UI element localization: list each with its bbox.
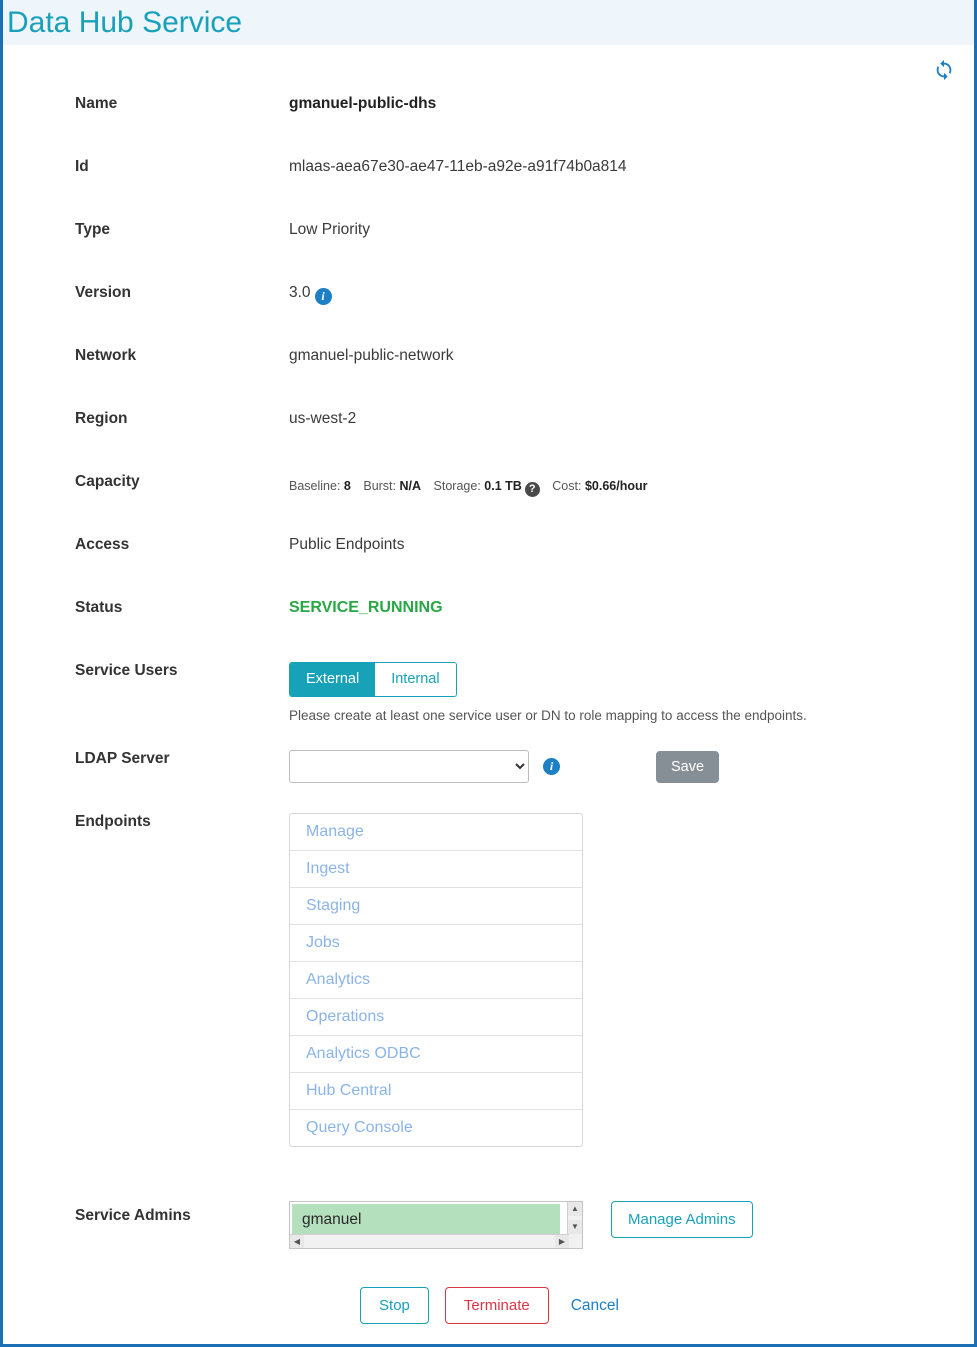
action-buttons [75,1287,974,1324]
capacity-value [289,469,974,497]
capacity-baseline-value: 8 [343,479,351,493]
capacity-baseline-key: Baseline: [289,479,341,493]
details-content [3,83,974,1324]
capacity-storage [434,479,540,493]
endpoints-list [289,813,583,1147]
capacity-storage-value: 0.1 TB [484,479,522,493]
admins-vertical-scrollbar[interactable] [567,1202,582,1248]
row-id [75,154,974,217]
endpoint-analytics-odbc[interactable]: Analytics ODBC [290,1036,582,1073]
endpoints-value [289,809,974,1147]
tab-internal[interactable]: Internal [375,663,455,696]
endpoint-operations[interactable]: Operations [290,999,582,1036]
service-admins-label: Service Admins [75,1207,191,1224]
endpoint-query-console[interactable]: Query Console [306,1119,413,1136]
capacity-baseline [289,479,351,493]
access-value: Public Endpoints [289,536,405,553]
endpoint-analytics[interactable]: Analytics [290,962,582,999]
service-admin-item[interactable]: gmanuel [292,1204,560,1236]
row-status [75,595,974,658]
endpoint-manage[interactable]: Manage [290,814,582,851]
row-network [75,343,974,406]
capacity-label: Capacity [75,473,140,490]
capacity-storage-key: Storage: [433,479,481,493]
version-label: Version [75,284,131,301]
endpoint-hub-central[interactable]: Hub Central [290,1073,582,1110]
capacity-cost-value: $0.66/hour [584,479,648,493]
row-service-users [75,658,974,746]
ldap-info-icon[interactable]: i [543,758,560,775]
stop-button[interactable]: Stop [360,1287,429,1324]
row-endpoints [75,809,974,1189]
manage-admins-button[interactable]: Manage Admins [611,1201,753,1238]
service-users-toggle [289,662,457,697]
page-title: Data Hub Service [7,5,243,39]
admins-horizontal-scrollbar[interactable] [290,1234,569,1248]
version-value: 3.0 [289,284,311,301]
storage-help-icon[interactable]: ? [525,482,540,497]
row-name [75,91,974,154]
version-info-icon[interactable]: i [315,288,332,305]
row-capacity [75,469,974,532]
ldap-value [289,746,974,783]
name-label: Name [75,95,118,112]
tab-external[interactable]: External [290,663,375,696]
service-users-hint: Please create at least one service user or DN to role mapping to access the endpoints. [289,708,807,723]
scroll-left-icon[interactable]: ◀ [290,1235,304,1248]
endpoint-ingest[interactable]: Ingest [290,851,582,888]
status-badge: SERVICE_RUNNING [289,599,443,616]
capacity-cost [552,479,647,493]
network-label: Network [75,347,137,364]
scroll-up-icon[interactable]: ▲ [568,1202,582,1216]
refresh-row [3,45,974,83]
scroll-right-icon[interactable]: ▶ [555,1235,569,1248]
service-admins-listbox[interactable] [289,1201,583,1249]
capacity-burst-value: N/A [399,479,422,493]
access-label: Access [75,536,130,553]
name-value: gmanuel-public-dhs [289,95,437,112]
row-region [75,406,974,469]
id-value: mlaas-aea67e30-ae47-11eb-a92e-a91f74b0a814 [289,158,627,175]
id-label: Id [75,158,89,175]
row-ldap [75,746,974,809]
endpoint-jobs[interactable]: Jobs [290,925,582,962]
network-value: gmanuel-public-network [289,347,454,364]
service-admins-value [289,1189,974,1249]
endpoint-staging[interactable]: Staging [290,888,582,925]
status-value-wrap [289,595,974,617]
region-label: Region [75,410,128,427]
refresh-icon[interactable] [933,59,955,81]
status-label: Status [75,599,123,616]
row-access [75,532,974,595]
terminate-button[interactable]: Terminate [445,1287,549,1324]
ldap-label: LDAP Server [75,750,170,767]
ldap-server-select[interactable] [289,750,529,783]
cancel-button[interactable]: Cancel [565,1296,625,1316]
scroll-down-icon[interactable]: ▼ [568,1220,582,1234]
row-version [75,280,974,343]
save-button[interactable]: Save [656,751,719,783]
title-bar [3,0,974,45]
service-users-label: Service Users [75,662,178,679]
capacity-cost-key: Cost: [552,479,582,493]
capacity-burst-key: Burst: [363,479,397,493]
type-label: Type [75,221,111,238]
row-type [75,217,974,280]
type-value: Low Priority [289,221,370,238]
version-value-wrap [289,280,974,305]
service-users-value [289,658,974,723]
endpoints-label: Endpoints [75,813,151,830]
row-service-admins [75,1189,974,1259]
capacity-burst [363,479,421,493]
region-value: us-west-2 [289,410,357,427]
